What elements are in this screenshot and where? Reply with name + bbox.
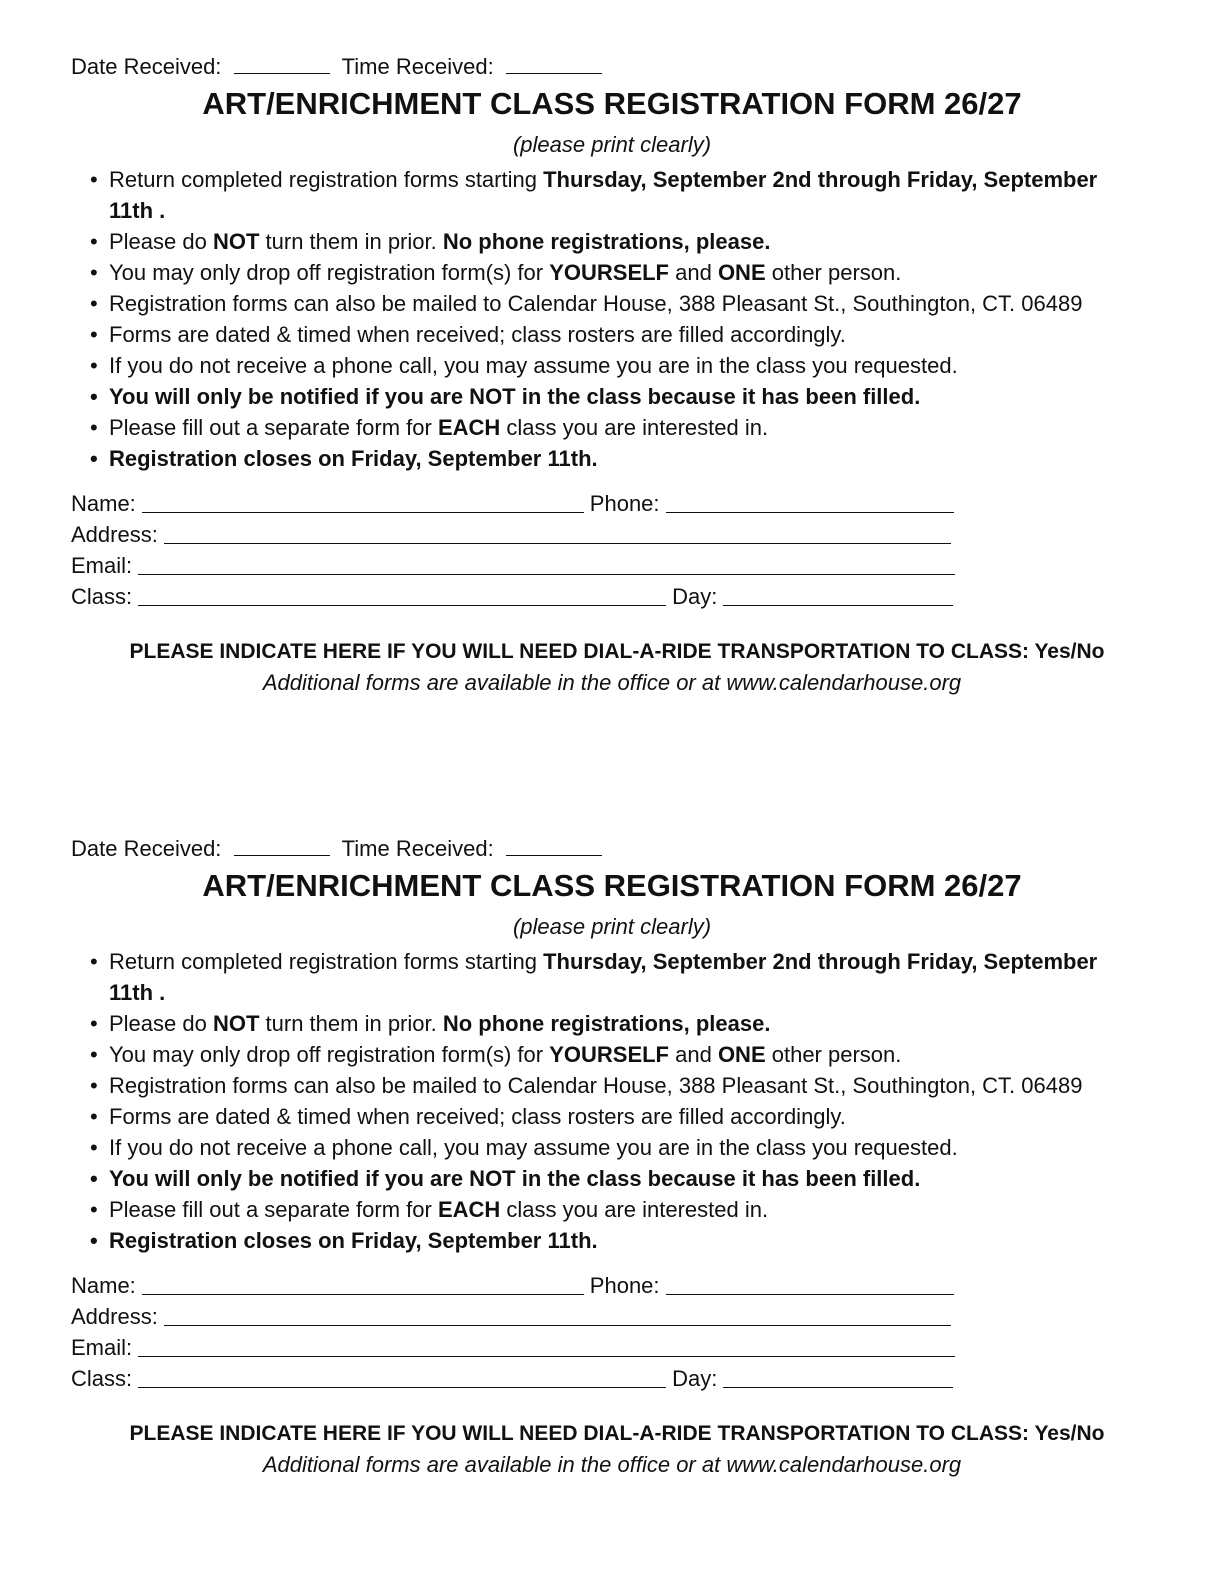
rule-item [90,350,1110,381]
time-received-label: Time Received: [341,54,494,79]
transport-notice: PLEASE INDICATE HERE IF YOU WILL NEED DIAL-A-RIDE TRANSPORTATION TO CLASS: Yes/No [129,1422,1105,1445]
rule-item [90,946,1110,1008]
time-received-field[interactable] [506,72,602,74]
registration-form-1 [0,50,1224,698]
rule-text-emphasis: Registration closes on Friday, September 11th. [109,446,598,471]
address-label: Address: [71,1304,158,1329]
phone-field[interactable] [666,1293,954,1295]
date-received-field[interactable] [234,854,330,856]
rule-item [90,1070,1110,1101]
time-received-label: Time Received: [341,836,494,861]
additional-forms-note: Additional forms are available in the office or at www.calendarhouse.org [262,1452,962,1477]
rule-text: Please fill out a separate form for [109,1197,438,1222]
registration-fields [71,488,961,612]
rule-item [90,288,1110,319]
class-label: Class: [71,584,133,609]
rule-text: other person. [765,260,902,285]
time-received-field[interactable] [506,854,602,856]
rule-text: class you are interested in. [500,415,769,440]
rule-item [90,257,1110,288]
email-label: Email: [71,553,133,578]
rule-text: Please fill out a separate form for [109,415,438,440]
rule-item [90,412,1110,443]
rule-item [90,1132,1110,1163]
name-field[interactable] [142,1293,584,1295]
rule-text: Registration forms can also be mailed to Calendar House, 388 Pleasant St., Southington, CT. 06489 [109,1073,1083,1098]
rule-item [90,443,1110,474]
name-phone-row [71,1270,961,1301]
rule-text-emphasis: NOT [212,229,260,254]
rule-item [90,1039,1110,1070]
rule-item [90,226,1110,257]
rule-item [90,381,1110,412]
email-row [71,550,961,581]
day-field[interactable] [723,604,953,606]
rule-text-emphasis: You will only be notified if you are NOT in the class because it has been filled. [109,1166,921,1191]
name-label: Name: [71,1273,136,1298]
address-row [71,519,961,550]
rule-text: turn them in prior. [259,229,443,254]
rule-item [90,1101,1110,1132]
rule-text-emphasis: No phone registrations, please. [442,229,771,254]
phone-label: Phone: [589,491,660,516]
class-field[interactable] [138,1386,666,1388]
rule-text: You may only drop off registration form(s) for [109,1042,550,1067]
day-label: Day: [672,584,718,609]
name-field[interactable] [142,511,584,513]
receipt-line [71,832,1224,866]
rule-text-emphasis: ONE [717,260,766,285]
day-label: Day: [672,1366,718,1391]
date-received-field[interactable] [234,72,330,74]
form-subtitle: (please print clearly) [512,132,712,157]
rule-item [90,319,1110,350]
rule-text: Forms are dated & timed when received; class rosters are filled accordingly. [109,1104,846,1129]
rule-text-emphasis: YOURSELF [549,1042,669,1067]
rule-text: Please do [109,229,213,254]
transport-notice: PLEASE INDICATE HERE IF YOU WILL NEED DIAL-A-RIDE TRANSPORTATION TO CLASS: Yes/No [129,640,1105,663]
rule-text-emphasis: Thursday, September 2nd through Friday, September 11th . [109,167,1098,223]
class-field[interactable] [138,604,666,606]
registration-fields [71,1270,961,1394]
address-field[interactable] [164,542,951,544]
phone-field[interactable] [666,511,954,513]
form-title: ART/ENRICHMENT CLASS REGISTRATION FORM 26/27 [202,86,1022,121]
rule-text: class you are interested in. [500,1197,769,1222]
rule-text-emphasis: You will only be notified if you are NOT in the class because it has been filled. [109,384,921,409]
address-row [71,1301,961,1332]
rule-text-emphasis: No phone registrations, please. [442,1011,771,1036]
receipt-line [71,50,1224,84]
additional-forms-note: Additional forms are available in the office or at www.calendarhouse.org [262,670,962,695]
rule-text: other person. [765,1042,902,1067]
rule-item [90,1194,1110,1225]
rule-text-emphasis: ONE [717,1042,766,1067]
email-field[interactable] [138,1355,955,1357]
rules-list [0,164,1110,474]
rule-text-emphasis: EACH [437,1197,501,1222]
name-phone-row [71,488,961,519]
rule-text: If you do not receive a phone call, you may assume you are in the class you requested. [109,353,958,378]
address-field[interactable] [164,1324,951,1326]
class-day-row [71,1363,961,1394]
rule-item [90,1163,1110,1194]
address-label: Address: [71,522,158,547]
name-label: Name: [71,491,136,516]
form-subtitle: (please print clearly) [512,914,712,939]
rule-text: Return completed registration forms starting [109,949,544,974]
phone-label: Phone: [589,1273,660,1298]
rule-text: You may only drop off registration form(s) for [109,260,550,285]
email-label: Email: [71,1335,133,1360]
rule-text-emphasis: NOT [212,1011,260,1036]
day-field[interactable] [723,1386,953,1388]
rule-text-emphasis: Registration closes on Friday, September 11th. [109,1228,598,1253]
date-received-label: Date Received: [71,54,222,79]
form-title: ART/ENRICHMENT CLASS REGISTRATION FORM 26/27 [202,868,1022,903]
registration-form-2 [0,832,1224,1480]
rule-text: Please do [109,1011,213,1036]
rule-text: If you do not receive a phone call, you may assume you are in the class you requested. [109,1135,958,1160]
class-label: Class: [71,1366,133,1391]
rules-list [0,946,1110,1256]
rule-item [90,164,1110,226]
rule-text: and [669,1042,718,1067]
rule-text: turn them in prior. [259,1011,443,1036]
class-day-row [71,581,961,612]
rule-text: and [669,260,718,285]
email-field[interactable] [138,573,955,575]
rule-item [90,1225,1110,1256]
rule-text: Return completed registration forms starting [109,167,544,192]
rule-text: Registration forms can also be mailed to Calendar House, 388 Pleasant St., Southington, CT. 06489 [109,291,1083,316]
date-received-label: Date Received: [71,836,222,861]
rule-text-emphasis: Thursday, September 2nd through Friday, September 11th . [109,949,1098,1005]
rule-text-emphasis: EACH [437,415,501,440]
rule-text: Forms are dated & timed when received; class rosters are filled accordingly. [109,322,846,347]
rule-item [90,1008,1110,1039]
rule-text-emphasis: YOURSELF [549,260,669,285]
email-row [71,1332,961,1363]
